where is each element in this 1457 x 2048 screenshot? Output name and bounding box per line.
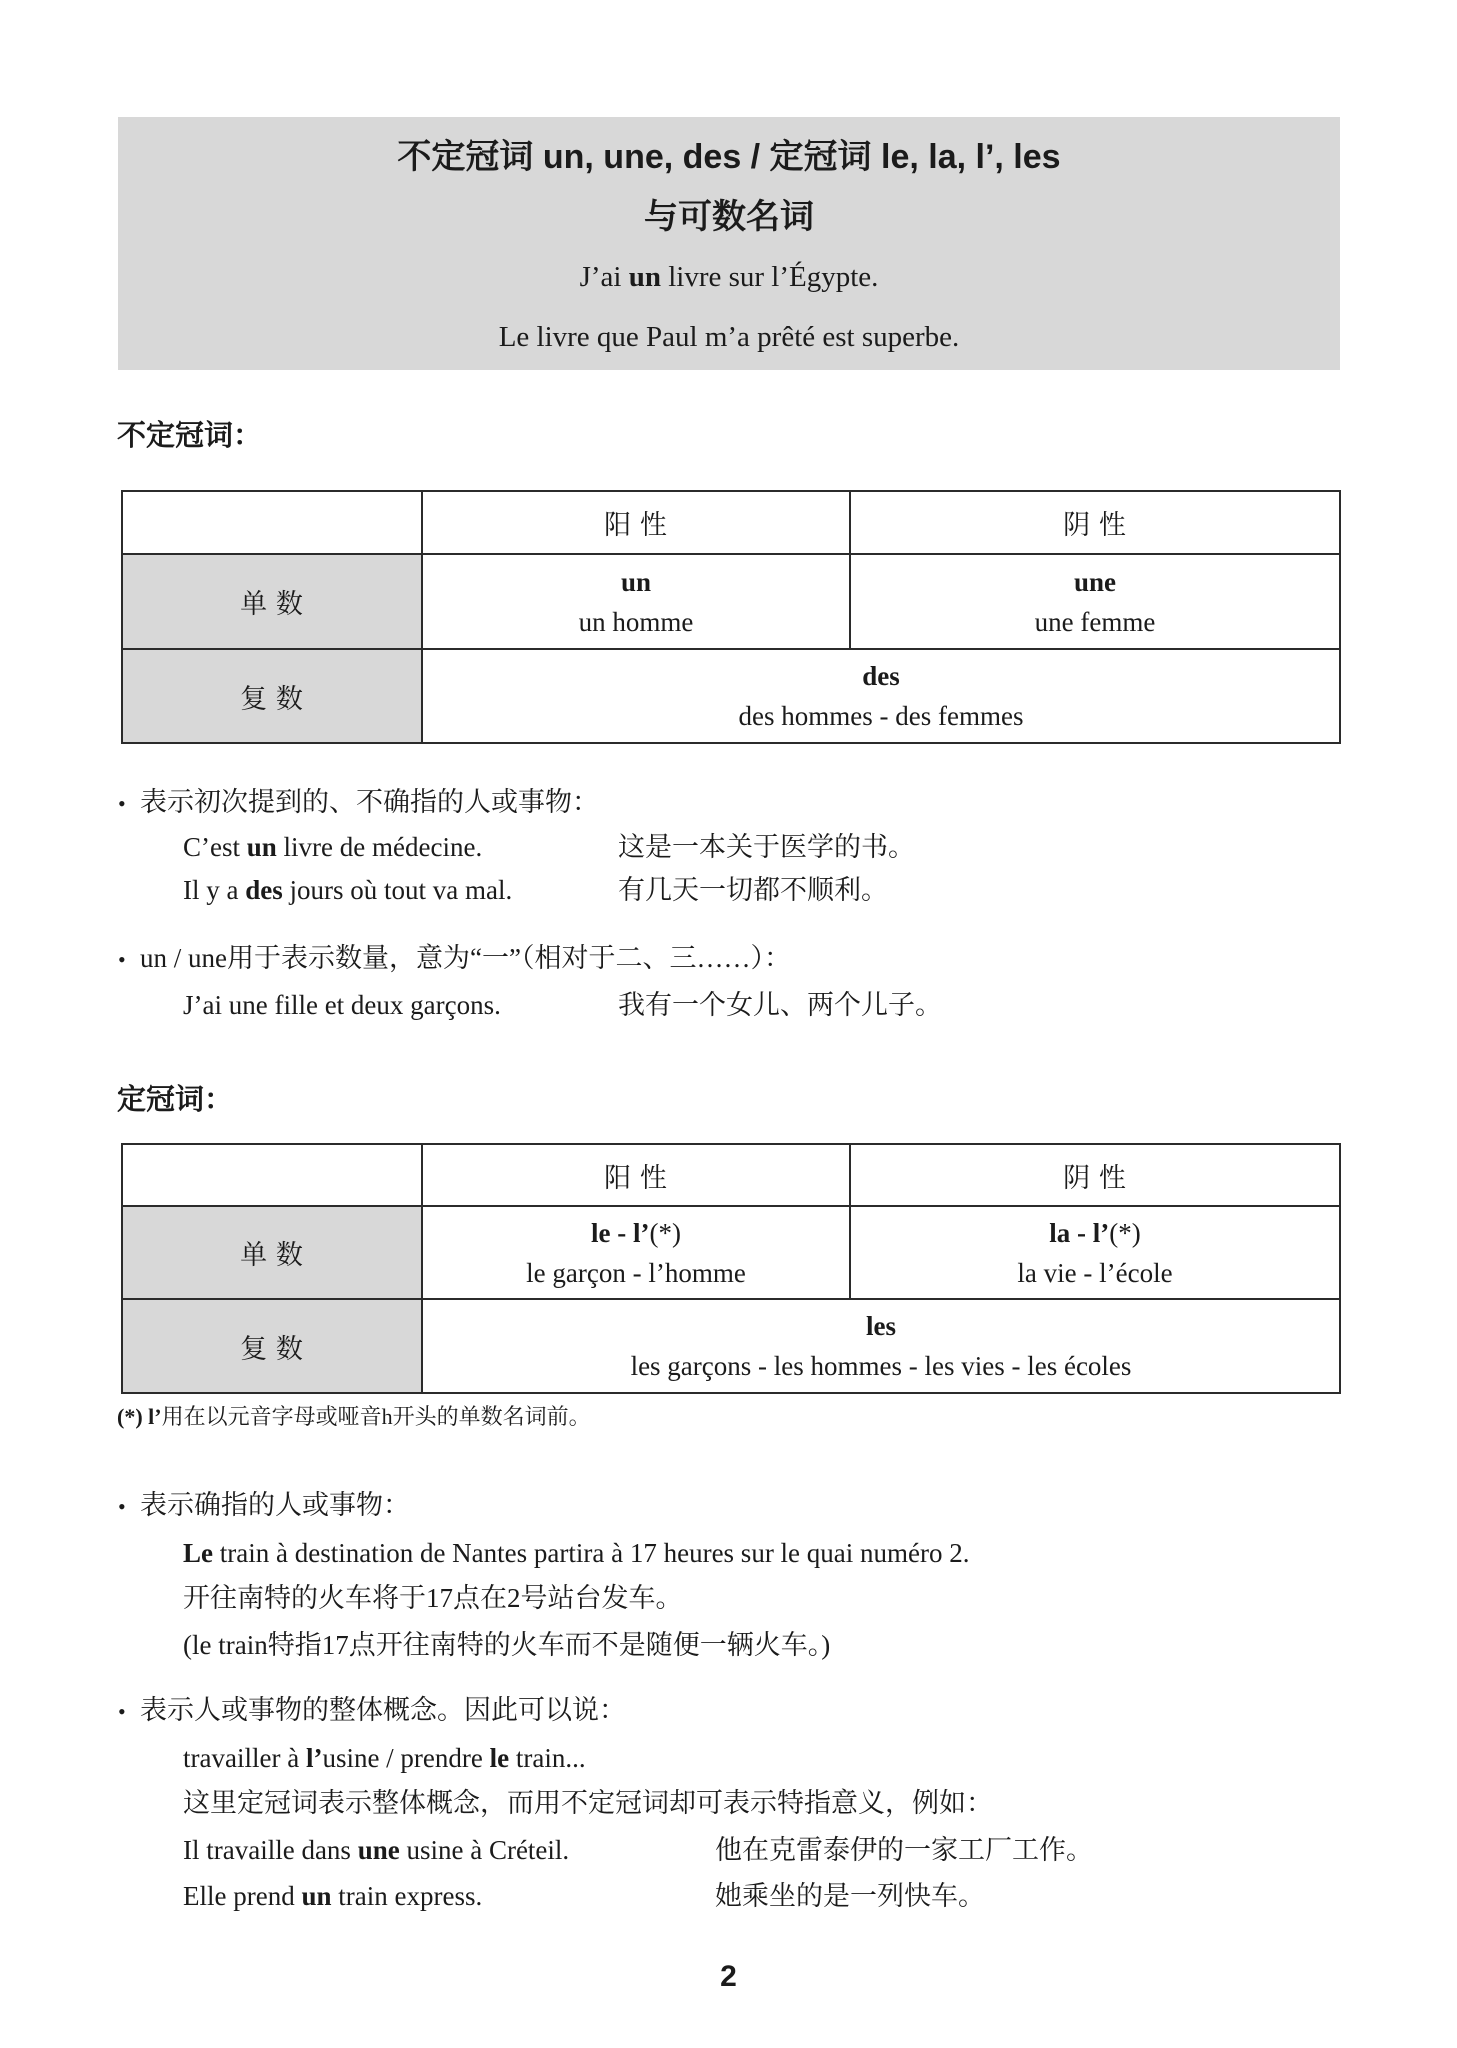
column-header-masculine: 阳 性 bbox=[422, 1144, 850, 1206]
article-example: des hommes - des femmes bbox=[738, 701, 1024, 731]
asterisk-note: (*) bbox=[649, 1217, 681, 1248]
row-label-singular: 单 数 bbox=[122, 1206, 422, 1299]
example-chinese-translation: 他在克雷泰伊的一家工厂工作。 bbox=[715, 1835, 1093, 1865]
cell-masculine-singular bbox=[422, 1206, 850, 1299]
bullet-dot: • bbox=[118, 1494, 126, 1519]
text-run: livre sur l’Égypte. bbox=[660, 261, 879, 293]
section-heading-definite: 定冠词： bbox=[117, 1084, 234, 1116]
text-run: Il y a bbox=[183, 875, 246, 905]
row-label-plural: 复 数 bbox=[122, 649, 422, 743]
example-french bbox=[183, 1833, 569, 1867]
text-run: J’ai bbox=[579, 261, 629, 293]
text-run: livre de médecine. bbox=[276, 832, 483, 862]
chapter-header-band bbox=[118, 117, 1340, 370]
table-row-singular bbox=[122, 1206, 1340, 1299]
example-chinese-translation: 开往南特的火车将于17点在2号站台发车。 bbox=[183, 1583, 683, 1613]
example-chinese-translation: 有几天一切都不顺利。 bbox=[618, 875, 888, 905]
cell-feminine-singular bbox=[850, 554, 1340, 649]
column-header-masculine: 阳 性 bbox=[422, 491, 850, 554]
bullet-dot: • bbox=[118, 1699, 126, 1724]
chapter-title-line2: 与可数名词 bbox=[644, 198, 814, 236]
table-row-singular bbox=[122, 554, 1340, 649]
bold-article-run: Le bbox=[183, 1538, 213, 1568]
indefinite-article-table bbox=[121, 490, 1341, 744]
bold-article-run: un bbox=[301, 1881, 332, 1911]
text-run: train à destination de Nantes partira à 17 heures sur le quai numéro 2. bbox=[213, 1538, 970, 1568]
example-french: J’ai une fille et deux garçons. bbox=[183, 990, 501, 1020]
cell-masculine-singular bbox=[422, 554, 850, 649]
bold-article-run: (*) l’ bbox=[117, 1404, 162, 1429]
article-example: le garçon - l’homme bbox=[526, 1257, 746, 1288]
definite-article-table bbox=[121, 1143, 1341, 1394]
bullet-text: 表示人或事物的整体概念。因此可以说： bbox=[140, 1695, 626, 1725]
article-form: une bbox=[1073, 566, 1117, 597]
row-label-plural: 复 数 bbox=[122, 1299, 422, 1393]
bold-article-run: le - l’ bbox=[591, 1217, 650, 1248]
example-french bbox=[183, 1879, 482, 1913]
example-french bbox=[183, 873, 512, 907]
article-form bbox=[851, 1213, 1339, 1253]
bullet-first-mention bbox=[118, 785, 599, 821]
bold-article-run: une bbox=[357, 1835, 400, 1865]
bullet-quantity bbox=[118, 941, 791, 977]
bullet-dot: • bbox=[118, 791, 126, 816]
example-chinese-translation: 我有一个女儿、两个儿子。 bbox=[618, 990, 942, 1020]
table-corner-cell bbox=[122, 491, 422, 554]
bold-article-run: un bbox=[246, 832, 277, 862]
section-heading-indefinite: 不定冠词： bbox=[117, 420, 263, 452]
text-run: Elle prend bbox=[183, 1881, 302, 1911]
bold-article-run: le bbox=[489, 1743, 510, 1773]
text-run: Il travaille dans bbox=[183, 1835, 358, 1865]
table-row-plural bbox=[122, 1299, 1340, 1393]
article-example: la vie - l’école bbox=[1017, 1257, 1173, 1288]
example-french bbox=[183, 1536, 970, 1570]
bold-article-run: la - l’ bbox=[1049, 1217, 1110, 1248]
chapter-title-line1: 不定冠词 un, une, des / 定冠词 le, la, l’, les bbox=[397, 138, 1061, 176]
bold-article-run: des bbox=[245, 875, 283, 905]
bullet-text: 表示确指的人或事物： bbox=[140, 1490, 410, 1520]
article-form bbox=[423, 1213, 849, 1253]
bullet-text: 表示初次提到的、不确指的人或事物： bbox=[140, 787, 599, 817]
bold-article-run: l’ bbox=[305, 1743, 323, 1773]
text-run: travailler à bbox=[183, 1743, 306, 1773]
article-form: les bbox=[866, 1311, 896, 1341]
cell-feminine-singular bbox=[850, 1206, 1340, 1299]
bold-article-run: un bbox=[628, 261, 661, 293]
table-footnote bbox=[117, 1402, 591, 1432]
table-header-row bbox=[122, 491, 1340, 554]
table-row-plural bbox=[122, 649, 1340, 743]
text-run: usine à Créteil. bbox=[399, 1835, 570, 1865]
example-phrase bbox=[183, 1741, 586, 1775]
cell-plural-merged bbox=[422, 1299, 1340, 1393]
table-header-row bbox=[122, 1144, 1340, 1206]
text-run: usine / prendre bbox=[322, 1743, 490, 1773]
page-number: 2 bbox=[720, 1960, 737, 1993]
example-french bbox=[183, 830, 482, 864]
column-header-feminine: 阴 性 bbox=[850, 491, 1340, 554]
bullet-text: un / une用于表示数量，意为“一”（相对于二、三……）： bbox=[140, 943, 791, 973]
text-run: train express. bbox=[331, 1881, 483, 1911]
article-example: les garçons - les hommes - les vies - les écoles bbox=[630, 1351, 1132, 1381]
explanatory-note: 这里定冠词表示整体概念，而用不定冠词却可表示特指意义，例如： bbox=[183, 1788, 993, 1818]
cell-plural-merged bbox=[422, 649, 1340, 743]
asterisk-note: (*) bbox=[1109, 1217, 1141, 1248]
column-header-feminine: 阴 性 bbox=[850, 1144, 1340, 1206]
table-corner-cell bbox=[122, 1144, 422, 1206]
text-run: train... bbox=[509, 1743, 586, 1773]
bullet-general-concept bbox=[118, 1693, 626, 1729]
text-run: 用在以元音字母或哑音h开头的单数名词前。 bbox=[161, 1404, 591, 1429]
article-form: un bbox=[620, 566, 652, 597]
text-run: C’est bbox=[183, 832, 247, 862]
bullet-dot: • bbox=[118, 947, 126, 972]
text-run: jours où tout va mal. bbox=[282, 875, 513, 905]
row-label-singular: 单 数 bbox=[122, 554, 422, 649]
bullet-specific bbox=[118, 1488, 410, 1524]
example-chinese-translation: 这是一本关于医学的书。 bbox=[618, 832, 915, 862]
article-example: un homme bbox=[578, 606, 694, 637]
article-form: des bbox=[862, 661, 900, 691]
example-clarifying-note: (le train特指17点开往南特的火车而不是随便一辆火车。) bbox=[183, 1630, 831, 1660]
article-example: une femme bbox=[1034, 606, 1156, 637]
example-chinese-translation: 她乘坐的是一列快车。 bbox=[715, 1881, 985, 1911]
chapter-example-sentence-2: Le livre que Paul m’a prêté est superbe. bbox=[498, 321, 960, 353]
chapter-example-sentence-1 bbox=[118, 247, 1340, 307]
